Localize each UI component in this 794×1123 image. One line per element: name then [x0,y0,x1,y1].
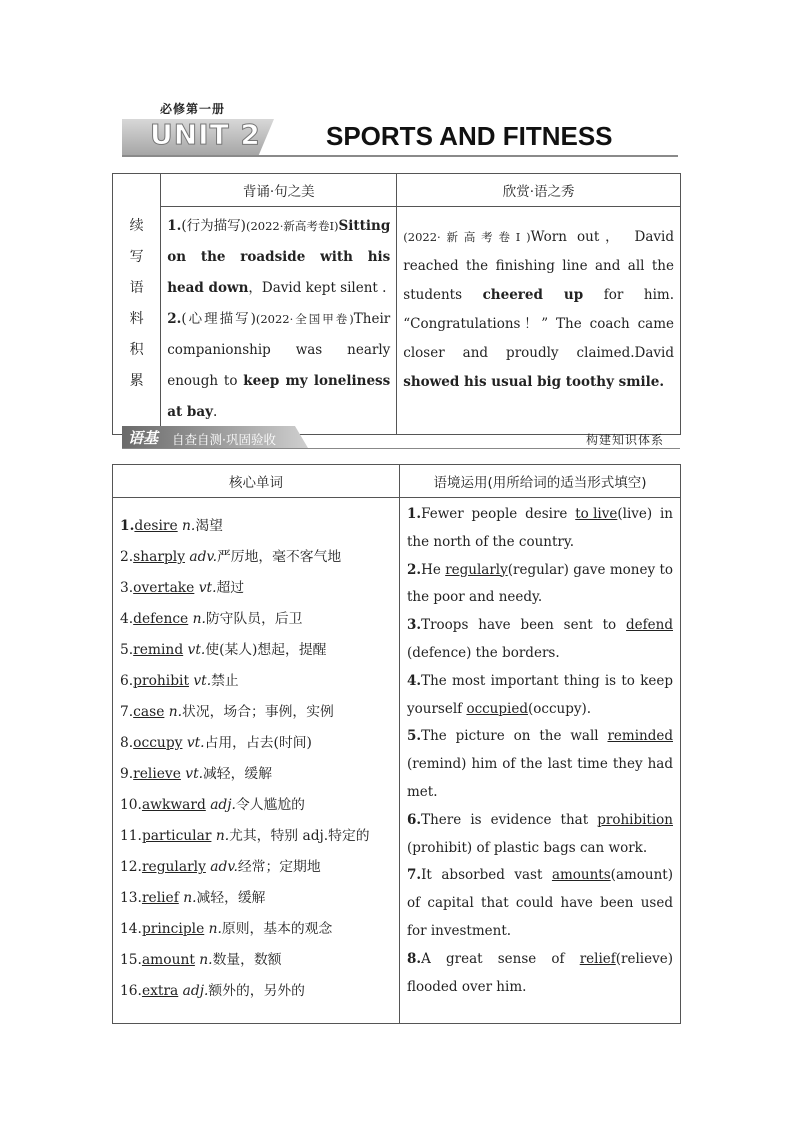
appreciate-cell: (2022·新高考卷Ⅰ)Worn out， David reached the finishing line and all the students cheered up for him. “Congratulations！” The coach came closer and proudly claimed.David showed his usual big toothy smile. [397,207,681,435]
word-item: 1.desire n.渴望 [120,511,398,542]
word-answer: prohibit [133,673,189,689]
word-item: 8.occupy vt.占用，占去(时间) [120,728,398,759]
sentence-item: 8.A great sense of relief(relieve) flooded over him. [407,946,673,1002]
word-item: 14.principle n.原则，基本的观念 [120,914,398,945]
word-answer: case [133,704,165,720]
sentence-item: 2.He regularly(regular) gave money to the poor and needy. [407,557,673,613]
writing-material-table [112,173,681,435]
sentence-item: 4.The most important thing is to keep yourself occupied(occupy). [407,668,673,724]
word-item: 4.defence n.防守队员，后卫 [120,604,398,635]
book-label: 必修第一册 [160,102,226,116]
col-header-core-words: 核心单词 [113,465,400,498]
unit-title: SPORTS AND FITNESS [326,121,613,151]
side-label: 续 写 语 料 积 累 [113,174,161,435]
fill-answer: defend [626,617,673,634]
word-answer: relief [141,890,179,906]
word-answer: regularly [141,859,206,875]
word-answer: particular [141,828,212,844]
word-item: 15.amount n.数量，数额 [120,945,398,976]
word-list [114,499,398,1007]
fill-answer: to live [575,506,618,522]
col-header-recite: 背诵·句之美 [161,174,397,207]
banner-tag: 语基 [128,429,159,447]
word-answer: remind [133,642,184,658]
unit-number: UNIT 2 [150,118,261,151]
word-item: 11.particular n.尤其，特别 adj.特定的 [120,821,398,852]
banner-rule [122,448,680,449]
fill-answer: reminded [607,728,673,745]
col-header-appreciate: 欣赏·语之秀 [397,174,681,207]
word-item: 5.remind vt.使(某人)想起，提醒 [120,635,398,666]
word-answer: relieve [133,766,181,782]
sentences-cell [400,498,681,1024]
word-item: 2.sharply adv.严厉地，毫不客气地 [120,542,398,573]
sentence-item: 5.The picture on the wall reminded(remind) him of the last time they had met. [407,723,673,806]
word-item: 13.relief n.减轻，缓解 [120,883,398,914]
banner-text: 自查自测·巩固验收 [172,432,276,447]
sentence-item: 7.It absorbed vast amounts(amount) of capital that could have been used for investment. [407,862,673,945]
word-item: 6.prohibit vt.禁止 [120,666,398,697]
sentence-list [401,499,679,1001]
recite-cell: 1.(行为描写)(2022·新高考卷Ⅰ)Sitting on the roadside with his head down，David kept silent . 2.(心理描写)(2022·全国甲卷)Their companionship was nearly enough to keep my loneliness at bay. [161,207,397,435]
word-answer: desire [134,518,178,534]
fill-answer: prohibition [597,811,673,828]
word-item: 3.overtake vt.超过 [120,573,398,604]
header-rule [122,155,678,157]
fill-answer: regularly [445,561,508,578]
word-answer: amount [141,952,195,968]
word-item: 12.regularly adv.经常；定期地 [120,852,398,883]
col-header-context: 语境运用(用所给词的适当形式填空) [400,465,681,498]
word-answer: principle [141,921,205,937]
word-item: 9.relieve vt.减轻，缓解 [120,759,398,790]
word-item: 16.extra adj.额外的，另外的 [120,976,398,1007]
sentence-item: 3.Troops have been sent to defend(defence) the borders. [407,612,673,668]
vocabulary-table [112,464,681,1024]
banner-right-label: 构建知识体系 [586,433,665,447]
word-answer: occupy [133,735,183,751]
fill-answer: amounts [551,867,611,884]
word-answer: defence [133,611,189,627]
word-answer: extra [141,983,179,999]
fill-answer: occupied [466,700,528,717]
fill-answer: relief [579,950,616,967]
sentence-item: 6.There is evidence that prohibition(prohibit) of plastic bags can work. [407,807,673,863]
word-answer: overtake [133,580,195,596]
sentence-item: 1.Fewer people desire to live(live) in the north of the country. [407,501,673,557]
word-answer: sharply [133,549,185,565]
word-item: 10.awkward adj.令人尴尬的 [120,790,398,821]
word-item: 7.case n.状况，场合；事例，实例 [120,697,398,728]
word-answer: awkward [141,797,206,813]
words-cell [113,498,400,1024]
